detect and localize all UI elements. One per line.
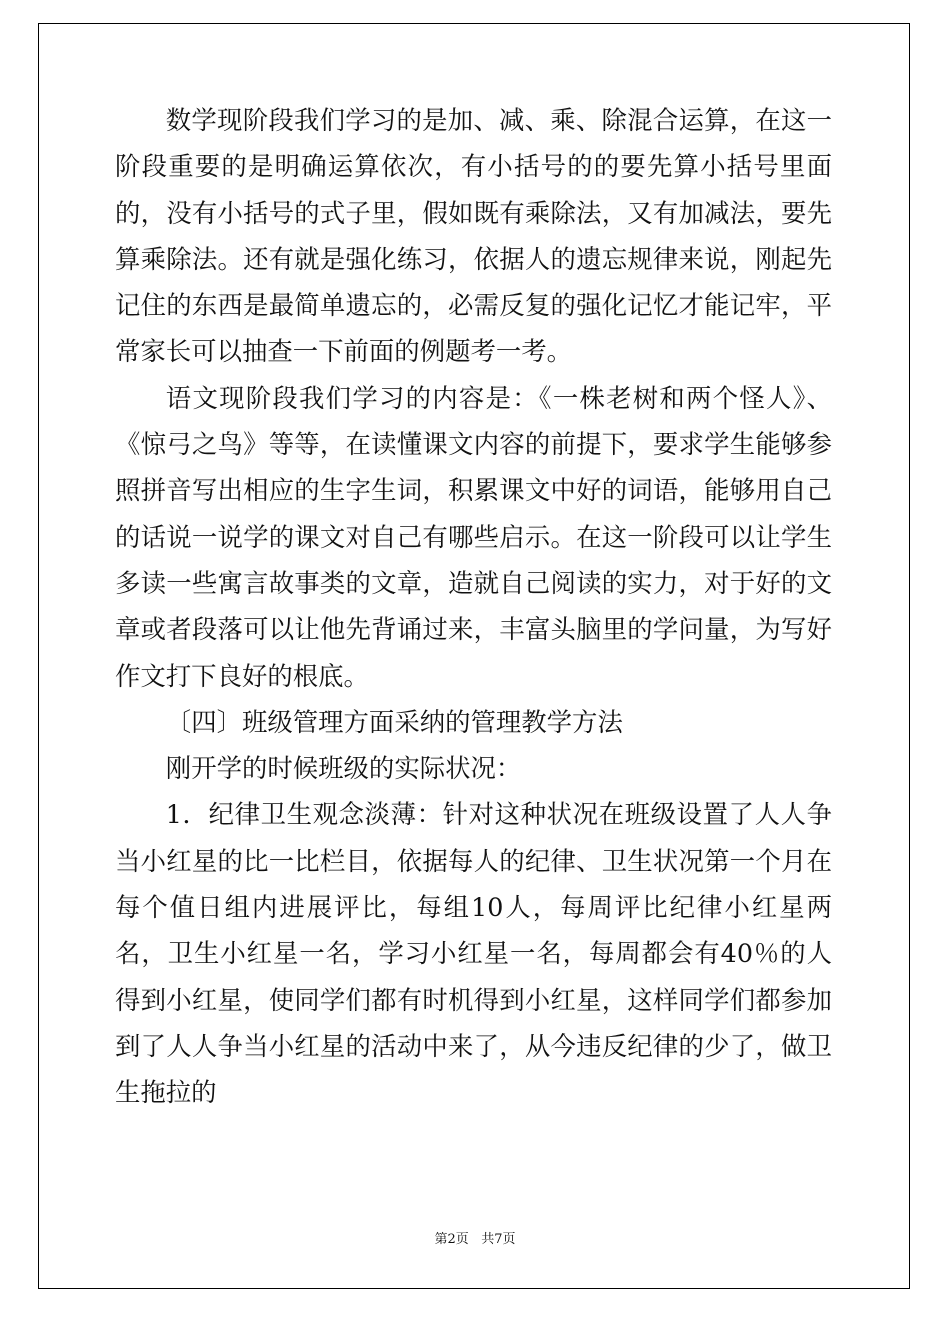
document-body xyxy=(115,97,832,1116)
paragraph-discipline: 1．纪律卫生观念淡薄：针对这种状况在班级设置了人人争当小红星的比一比栏目，依据每人的纪律、卫生状况第一个月在每个值日组内进展评比，每组10人，每周评比纪律小红星两名，卫生小红星一名，学习小红星一名，每周都会有40％的人得到小红星，使同学们都有时机得到小红星，这样同学们都参加到了人人争当小红星的活动中来了，从今违反纪律的少了，做卫生拖拉的 xyxy=(115,799,832,1108)
page-total: 共7页 xyxy=(481,1232,516,1247)
paragraph-math: 数学现阶段我们学习的是加、减、乘、除混合运算，在这一阶段重要的是明确运算依次，有小括号的的要先算小括号里面的，没有小括号的式子里，假如既有乘除法，又有加减法，要先算乘除法。还有就是强化练习，依据人的遗忘规律来说，刚起先记住的东西是最简单遗忘的，必需反复的强化记忆才能记牢，平常家长可以抽查一下前面的例题考一考。 xyxy=(115,105,832,367)
page-number: 第2页 xyxy=(434,1232,469,1247)
footer-spacer xyxy=(469,1232,481,1247)
page-footer xyxy=(0,1232,950,1248)
paragraph-chinese: 语文现阶段我们学习的内容是：《一株老树和两个怪人》、《惊弓之鸟》等等，在读懂课文内容的前提下，要求学生能够参照拼音写出相应的生字生词，积累课文中好的词语，能够用自己的话说一说学的课文对自己有哪些启示。在这一阶段可以让学生多读一些寓言故事类的文章，造就自己阅读的实力，对于好的文章或者段落可以让他先背诵过来，丰富头脑里的学问量，为写好作文打下良好的根底。 xyxy=(115,382,832,691)
paragraph-situation: 刚开学的时候班级的实际状况： xyxy=(165,753,522,784)
section-heading: 〔四〕班级管理方面采纳的管理教学方法 xyxy=(165,706,623,737)
